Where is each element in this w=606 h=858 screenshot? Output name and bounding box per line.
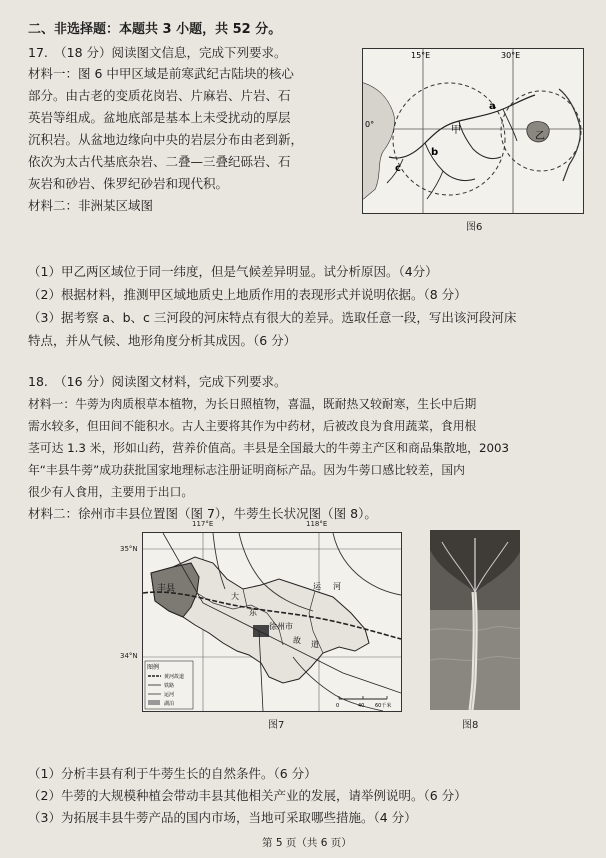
legend-item-2: 铁路 (164, 683, 175, 689)
map-label-dong: 东 (249, 608, 257, 617)
page-footer: 第 5 页（共 6 页） (262, 837, 352, 849)
map-label-dao: 道 (311, 640, 319, 649)
q17-question-3-cont: 特点，并从气候、地形角度分析其成因。（6 分） (28, 333, 297, 348)
scale-label-0: 0 (336, 703, 340, 709)
q18-question-3: （3）为拓展丰县牛蒡产品的国内市场，当地可采取哪些措施。（4 分） (28, 810, 417, 825)
legend-item-3: 运河 (164, 692, 175, 698)
q17-question-3: （3）据考察 a、b、c 三河段的河床特点有很大的差异。选取任意一段，写出该河段河床 (28, 310, 517, 325)
lat-0-label: 0° (365, 120, 375, 129)
q17-material1-line-2: 部分。由古老的变质花岗岩、片麻岩、片岩、石 (28, 88, 291, 103)
river-c-label: c (395, 163, 401, 174)
map-label-da: 大 (231, 592, 239, 601)
region-yi-label: 乙 (535, 131, 545, 142)
lon-15-label: 15°E (411, 51, 431, 60)
map-label-gu: 故 (293, 636, 301, 645)
q17-material1-line-1: 材料一：图 6 中甲区域是前寒武纪古陆块的核心 (28, 66, 294, 81)
figure-7-caption: 图7 (268, 720, 285, 731)
q17-question-2: （2）根据材料，推测甲区域地质史上地质作用的表现形式并说明依据。（8 分） (28, 287, 467, 302)
q18-material1-line-3: 茎可达 1.3 米，形如山药，营养价值高。丰县是全国最大的牛蒡主产区和商品集散地，2003 (28, 441, 509, 455)
lat-35-label: 35°N (120, 545, 138, 553)
figure-6-caption: 图6 (466, 222, 483, 233)
q17-material2: 材料二：非洲某区域图 (28, 198, 154, 213)
figure-7-map (142, 532, 402, 712)
fengxian-label: 丰县 (157, 584, 176, 594)
q18-material1-line-5: 很少有人食用，主要用于出口。 (28, 485, 194, 499)
q17-material1-line-6: 灰岩和砂岩、侏罗纪砂岩和现代积。 (28, 176, 229, 191)
q18-question-1: （1）分析丰县有利于牛蒡生长的自然条件。（6 分） (28, 766, 317, 781)
q17-material1-line-3: 英岩等组成。盆地底部是基本上未受扰动的厚层 (28, 110, 291, 125)
section-header: 二、非选择题：本题共 3 小题，共 52 分。 (28, 22, 282, 37)
q17-material1-line-5: 依次为太古代基底杂岩、二叠—三叠纪砾岩、石 (28, 154, 291, 169)
q18-material1-line-2: 需水较多，但田间不能积水。古人主要将其作为中药材，后被改良为食用蔬菜，食用根 (28, 419, 477, 433)
scale-label-40: 40 (358, 703, 365, 709)
q17-material1-line-4: 沉积岩。从盆地边缘向中央的岩层分布由老到新， (28, 132, 304, 147)
map-label-he: 河 (333, 582, 341, 591)
q18-header: 18. （16 分）阅读图文材料，完成下列要求。 (28, 374, 287, 389)
q17-question-1: （1）甲乙两区域位于同一纬度，但是气候差异明显。试分析原因。（4分） (28, 264, 438, 279)
xuzhou-label: 徐州市 (269, 622, 293, 631)
map-label-yun: 运 (313, 582, 321, 591)
lon-118-label: 118°E (306, 520, 328, 528)
figure-8-caption: 图8 (462, 720, 479, 731)
q18-material2: 材料二：徐州市丰县位置图（图 7），牛蒡生长状况图（图 8）。 (28, 506, 377, 521)
q18-material1-line-4: 年“丰县牛蒡”成功获批国家地理标志注册证明商标产品。因为牛蒡口感比较差，国内 (28, 463, 465, 477)
legend-item-1: 黄河故道 (164, 674, 185, 680)
figure-6-map (362, 48, 584, 214)
river-b-label: b (431, 147, 439, 158)
lon-30-label: 30°E (501, 51, 521, 60)
river-a-label: a (489, 101, 496, 112)
scale-label-60: 60千米 (375, 703, 392, 709)
q17-header: 17. （18 分）阅读图文信息，完成下列要求。 (28, 45, 287, 60)
legend-title: 图例 (147, 664, 160, 671)
q18-material1-line-1: 材料一：牛蒡为肉质根草本植物，为长日照植物，喜温，既耐热又较耐寒，生长中后期 (28, 397, 477, 411)
lon-117-label: 117°E (192, 520, 214, 528)
region-jia-label: 甲 (451, 125, 461, 136)
lat-34-label: 34°N (120, 652, 138, 660)
q18-question-2: （2）牛蒡的大规模种植会带动丰县其他相关产业的发展，请举例说明。（6 分） (28, 788, 467, 803)
figure-8-photo (430, 530, 520, 710)
legend-item-4: 湖泊 (164, 701, 175, 707)
